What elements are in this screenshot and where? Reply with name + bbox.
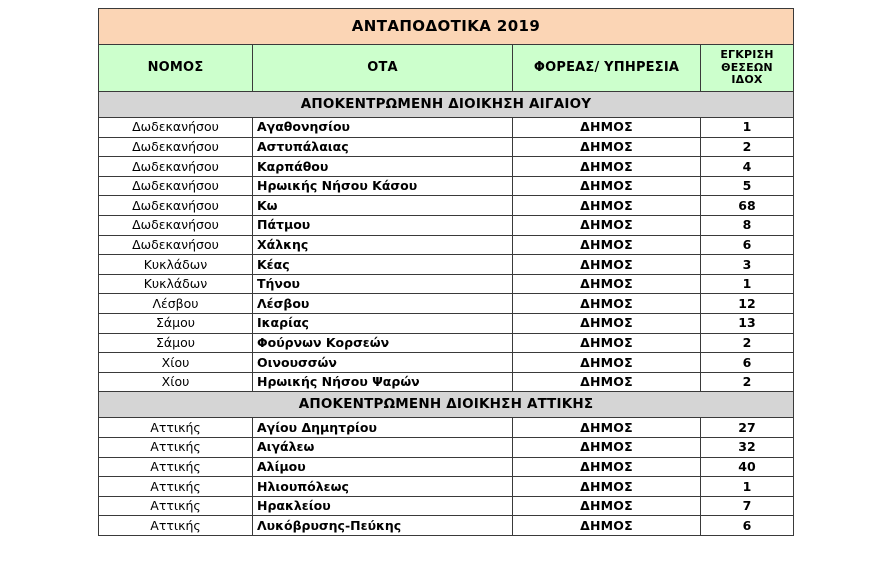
- section-heading: ΑΠΟΚΕΝΤΡΩΜΕΝΗ ΔΙΟΙΚΗΣΗ ΑΤΤΙΚΗΣ: [99, 392, 794, 418]
- cell-nomos: Αττικής: [99, 418, 253, 438]
- cell-ota: Κω: [253, 196, 513, 216]
- cell-ota: Ικαρίας: [253, 313, 513, 333]
- cell-theseis: 8: [701, 215, 794, 235]
- table-row[interactable]: [99, 516, 794, 536]
- cell-nomos: Δωδεκανήσου: [99, 157, 253, 177]
- cell-theseis: 12: [701, 294, 794, 314]
- cell-ota: Κέας: [253, 255, 513, 275]
- cell-ota: Ηρακλείου: [253, 496, 513, 516]
- cell-foreas: ΔΗΜΟΣ: [513, 176, 701, 196]
- cell-foreas: ΔΗΜΟΣ: [513, 437, 701, 457]
- cell-nomos: Δωδεκανήσου: [99, 176, 253, 196]
- cell-ota: Λέσβου: [253, 294, 513, 314]
- cell-theseis: 2: [701, 372, 794, 392]
- table-row[interactable]: [99, 196, 794, 216]
- section-heading: ΑΠΟΚΕΝΤΡΩΜΕΝΗ ΔΙΟΙΚΗΣΗ ΑΙΓΑΙΟΥ: [99, 92, 794, 118]
- cell-foreas: ΔΗΜΟΣ: [513, 215, 701, 235]
- cell-foreas: ΔΗΜΟΣ: [513, 418, 701, 438]
- cell-nomos: Αττικής: [99, 437, 253, 457]
- column-header-theseis: ΕΓΚΡΙΣΗ ΘΕΣΕΩΝ ΙΔΟΧ: [701, 45, 794, 92]
- cell-foreas: ΔΗΜΟΣ: [513, 294, 701, 314]
- cell-theseis: 3: [701, 255, 794, 275]
- cell-nomos: Δωδεκανήσου: [99, 235, 253, 255]
- cell-foreas: ΔΗΜΟΣ: [513, 516, 701, 536]
- table-row[interactable]: [99, 418, 794, 438]
- cell-theseis: 1: [701, 274, 794, 294]
- cell-ota: Ηλιουπόλεως: [253, 477, 513, 497]
- cell-foreas: ΔΗΜΟΣ: [513, 457, 701, 477]
- cell-nomos: Κυκλάδων: [99, 274, 253, 294]
- cell-foreas: ΔΗΜΟΣ: [513, 137, 701, 157]
- table-row[interactable]: [99, 118, 794, 138]
- cell-nomos: Λέσβου: [99, 294, 253, 314]
- cell-nomos: Δωδεκανήσου: [99, 215, 253, 235]
- table-title: ΑΝΤΑΠΟΔΟΤΙΚΑ 2019: [99, 9, 794, 45]
- cell-ota: Αστυπάλαιας: [253, 137, 513, 157]
- cell-foreas: ΔΗΜΟΣ: [513, 235, 701, 255]
- cell-theseis: 27: [701, 418, 794, 438]
- table-row[interactable]: [99, 235, 794, 255]
- cell-foreas: ΔΗΜΟΣ: [513, 333, 701, 353]
- section-header-row: [99, 92, 794, 118]
- column-header-foreas: ΦΟΡΕΑΣ/ ΥΠΗΡΕΣΙΑ: [513, 45, 701, 92]
- cell-theseis: 2: [701, 333, 794, 353]
- table-row[interactable]: [99, 137, 794, 157]
- table-row[interactable]: [99, 313, 794, 333]
- cell-nomos: Δωδεκανήσου: [99, 118, 253, 138]
- cell-theseis: 40: [701, 457, 794, 477]
- cell-nomos: Σάμου: [99, 333, 253, 353]
- table-row[interactable]: [99, 457, 794, 477]
- column-header-row: [99, 45, 794, 92]
- cell-nomos: Δωδεκανήσου: [99, 196, 253, 216]
- table-row[interactable]: [99, 294, 794, 314]
- cell-ota: Λυκόβρυσης-Πεύκης: [253, 516, 513, 536]
- antapodotika-table: [98, 8, 794, 536]
- table-row[interactable]: [99, 333, 794, 353]
- cell-theseis: 68: [701, 196, 794, 216]
- cell-foreas: ΔΗΜΟΣ: [513, 353, 701, 373]
- cell-nomos: Χίου: [99, 353, 253, 373]
- cell-theseis: 4: [701, 157, 794, 177]
- table-row[interactable]: [99, 255, 794, 275]
- column-header-nomos: ΝΟΜΟΣ: [99, 45, 253, 92]
- cell-ota: Χάλκης: [253, 235, 513, 255]
- cell-nomos: Αττικής: [99, 457, 253, 477]
- cell-theseis: 32: [701, 437, 794, 457]
- cell-theseis: 13: [701, 313, 794, 333]
- section-header-row: [99, 392, 794, 418]
- table-row[interactable]: [99, 157, 794, 177]
- cell-nomos: Αττικής: [99, 477, 253, 497]
- table-row[interactable]: [99, 477, 794, 497]
- cell-ota: Αιγάλεω: [253, 437, 513, 457]
- table-row[interactable]: [99, 274, 794, 294]
- cell-foreas: ΔΗΜΟΣ: [513, 118, 701, 138]
- cell-foreas: ΔΗΜΟΣ: [513, 157, 701, 177]
- cell-foreas: ΔΗΜΟΣ: [513, 313, 701, 333]
- cell-theseis: 2: [701, 137, 794, 157]
- cell-nomos: Σάμου: [99, 313, 253, 333]
- cell-theseis: 6: [701, 516, 794, 536]
- cell-theseis: 6: [701, 235, 794, 255]
- table-row[interactable]: [99, 496, 794, 516]
- cell-ota: Φούρνων Κορσεών: [253, 333, 513, 353]
- cell-nomos: Δωδεκανήσου: [99, 137, 253, 157]
- cell-nomos: Χίου: [99, 372, 253, 392]
- spreadsheet-table-container: [98, 8, 793, 536]
- table-title-row: [99, 9, 794, 45]
- cell-ota: Ηρωικής Νήσου Ψαρών: [253, 372, 513, 392]
- table-row[interactable]: [99, 353, 794, 373]
- table-row[interactable]: [99, 176, 794, 196]
- cell-foreas: ΔΗΜΟΣ: [513, 196, 701, 216]
- cell-theseis: 6: [701, 353, 794, 373]
- cell-foreas: ΔΗΜΟΣ: [513, 274, 701, 294]
- cell-theseis: 7: [701, 496, 794, 516]
- cell-nomos: Κυκλάδων: [99, 255, 253, 275]
- table-row[interactable]: [99, 215, 794, 235]
- cell-foreas: ΔΗΜΟΣ: [513, 372, 701, 392]
- cell-ota: Ηρωικής Νήσου Κάσου: [253, 176, 513, 196]
- column-header-ota: ΟΤΑ: [253, 45, 513, 92]
- cell-ota: Αγίου Δημητρίου: [253, 418, 513, 438]
- cell-nomos: Αττικής: [99, 496, 253, 516]
- table-row[interactable]: [99, 372, 794, 392]
- cell-ota: Οινουσσών: [253, 353, 513, 373]
- cell-ota: Αγαθονησίου: [253, 118, 513, 138]
- cell-ota: Τήνου: [253, 274, 513, 294]
- cell-foreas: ΔΗΜΟΣ: [513, 255, 701, 275]
- cell-ota: Αλίμου: [253, 457, 513, 477]
- cell-foreas: ΔΗΜΟΣ: [513, 496, 701, 516]
- cell-theseis: 5: [701, 176, 794, 196]
- cell-foreas: ΔΗΜΟΣ: [513, 477, 701, 497]
- cell-theseis: 1: [701, 477, 794, 497]
- cell-theseis: 1: [701, 118, 794, 138]
- cell-ota: Πάτμου: [253, 215, 513, 235]
- cell-nomos: Αττικής: [99, 516, 253, 536]
- table-row[interactable]: [99, 437, 794, 457]
- cell-ota: Καρπάθου: [253, 157, 513, 177]
